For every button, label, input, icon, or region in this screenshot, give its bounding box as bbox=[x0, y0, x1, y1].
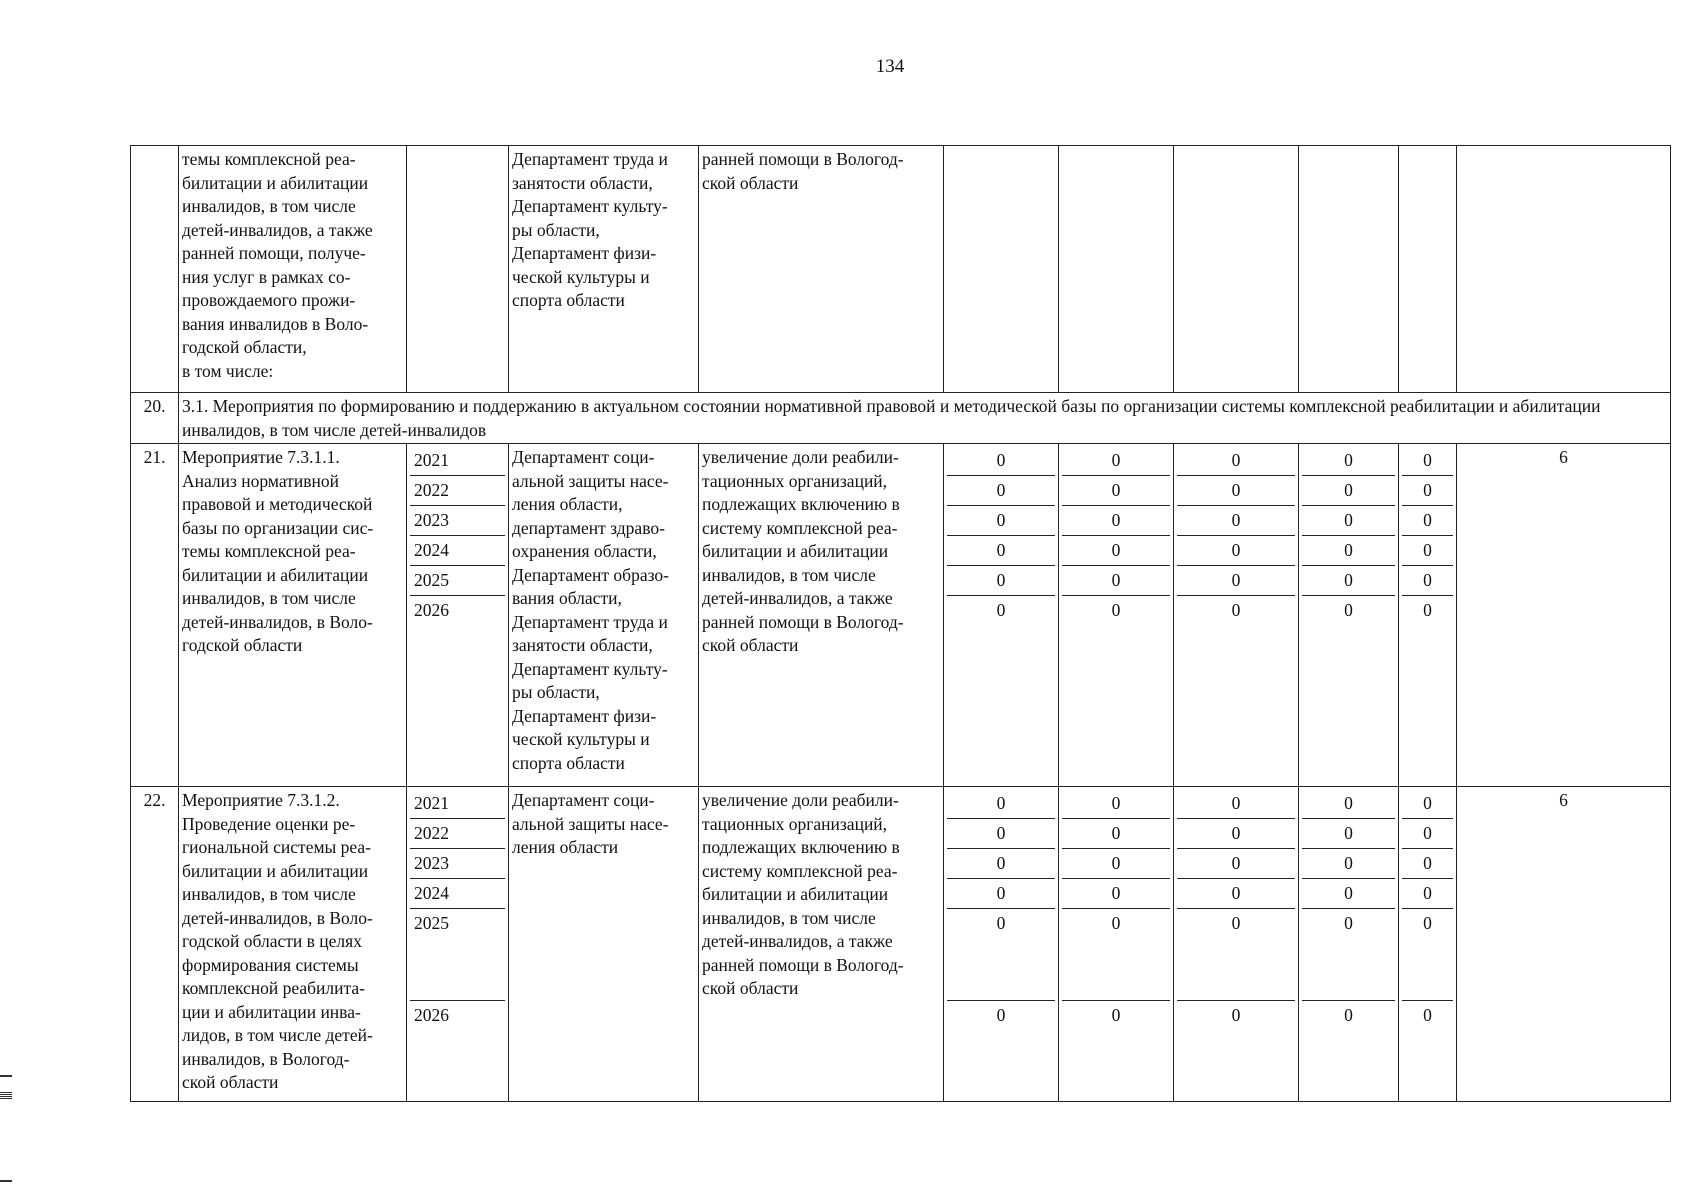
value: 0 bbox=[1062, 849, 1170, 879]
text-line: спорта области bbox=[512, 752, 625, 773]
value: 0 bbox=[1177, 789, 1295, 819]
text-line: базы по организации сис- bbox=[182, 517, 374, 538]
text-line: инвалидов, в том числе bbox=[182, 884, 356, 904]
value: 0 bbox=[1177, 476, 1295, 506]
section-heading: 3.1. Мероприятия по формированию и поддержанию в актуальном состоянии нормативной правовой и методической базы по организации системы комплексной реабилитации и абилитации инвалидов, в том числе детей-инвалидов bbox=[179, 393, 1671, 444]
text-line: Департамент культу- bbox=[512, 196, 668, 216]
text-line: в том числе: bbox=[182, 360, 274, 381]
value: 0 bbox=[1062, 446, 1170, 476]
value: 0 bbox=[1177, 909, 1295, 1001]
value: 0 bbox=[1177, 446, 1295, 476]
text-line: ческой культуры и bbox=[512, 266, 650, 287]
indicator-value: 6 bbox=[1457, 787, 1671, 1102]
value: 0 bbox=[1302, 879, 1395, 909]
text-line: ления области, bbox=[512, 494, 623, 514]
value: 0 bbox=[1111, 1005, 1121, 1025]
text-line: годской области, bbox=[182, 337, 307, 357]
text-line: инвалидов, в том числе bbox=[702, 564, 876, 585]
text-line: билитации и абилитации bbox=[182, 860, 369, 881]
text-line: охранения области, bbox=[512, 541, 657, 561]
indicator-value: 6 bbox=[1457, 444, 1671, 787]
row-number: 22. bbox=[131, 787, 179, 1102]
event-name-text bbox=[182, 148, 403, 383]
value-cell bbox=[1399, 146, 1457, 393]
row-number: 21. bbox=[131, 444, 179, 787]
text-line: увеличение доли реабили- bbox=[702, 790, 899, 810]
text-line: годской области bbox=[182, 635, 303, 655]
value: 0 bbox=[947, 909, 1055, 1001]
value: 0 bbox=[1177, 819, 1295, 849]
text-line: подлежащих включению в bbox=[702, 494, 900, 514]
value: 0 bbox=[1231, 1005, 1241, 1025]
row-number: 20. bbox=[131, 393, 179, 444]
text-line: департамент здраво- bbox=[512, 517, 665, 538]
text-line: темы комплексной реа- bbox=[182, 541, 356, 561]
result-text bbox=[702, 148, 940, 195]
value: 0 bbox=[1423, 600, 1432, 620]
result-text bbox=[702, 446, 940, 658]
value: 0 bbox=[1402, 849, 1453, 879]
event-name-text bbox=[182, 789, 403, 1095]
text-line: увеличение доли реабили- bbox=[702, 447, 899, 467]
result-cell bbox=[699, 146, 944, 393]
text-line: ры области, bbox=[512, 219, 600, 240]
text-line: Департамент физи- bbox=[512, 705, 657, 726]
text-line: Департамент образо- bbox=[512, 564, 669, 585]
text-line: инвалидов, в Вологод- bbox=[182, 1048, 350, 1069]
value: 0 bbox=[1402, 789, 1453, 819]
text-line: альной защиты насе- bbox=[512, 470, 669, 491]
year-label: 2025 bbox=[410, 566, 505, 596]
indicator-cell bbox=[1457, 146, 1671, 393]
text-line: Департамент соци- bbox=[512, 790, 655, 810]
table-row-22 bbox=[131, 787, 1671, 1102]
event-name-text bbox=[182, 446, 403, 658]
value: 0 bbox=[1402, 476, 1453, 506]
executor-text bbox=[512, 789, 695, 860]
text-line: инвалидов, в том числе bbox=[702, 907, 876, 928]
value: 0 bbox=[1231, 600, 1241, 620]
years-stack bbox=[410, 446, 505, 623]
text-line: ранней помощи в Вологод- bbox=[702, 149, 904, 169]
value: 0 bbox=[1177, 566, 1295, 596]
value: 0 bbox=[947, 566, 1055, 596]
years-cell bbox=[407, 444, 509, 787]
text-line: провождаемого прожи- bbox=[182, 290, 356, 310]
value: 0 bbox=[947, 849, 1055, 879]
text-line: подлежащих включению в bbox=[702, 837, 900, 857]
value: 0 bbox=[1062, 909, 1170, 1001]
value: 0 bbox=[1062, 536, 1170, 566]
years-cell bbox=[407, 787, 509, 1102]
year-label: 2021 bbox=[410, 446, 505, 476]
text-line: комплексной реабилита- bbox=[182, 978, 365, 998]
text-line: Департамент соци- bbox=[512, 447, 655, 467]
value-cell bbox=[1299, 146, 1399, 393]
result-cell bbox=[699, 444, 944, 787]
text-line: Департамент культу- bbox=[512, 658, 668, 679]
value: 0 bbox=[1177, 536, 1295, 566]
table-row-21 bbox=[131, 444, 1671, 787]
scan-artifact bbox=[0, 1180, 12, 1182]
value: 0 bbox=[1062, 879, 1170, 909]
value-col bbox=[944, 787, 1059, 1102]
value: 0 bbox=[1402, 566, 1453, 596]
executor-text bbox=[512, 446, 695, 775]
text-line: ры области, bbox=[512, 682, 600, 702]
scan-artifact bbox=[0, 1075, 12, 1077]
value: 0 bbox=[1402, 446, 1453, 476]
value: 0 bbox=[1344, 1005, 1353, 1025]
text-line: билитации и абилитации bbox=[182, 172, 369, 193]
text-line: ния услуг в рамках со- bbox=[182, 266, 351, 287]
value-cell bbox=[944, 146, 1059, 393]
year-label: 2024 bbox=[410, 879, 505, 909]
text-line: лидов, в том числе детей- bbox=[182, 1025, 373, 1045]
value: 0 bbox=[1402, 536, 1453, 566]
text-line: ческой культуры и bbox=[512, 729, 650, 749]
event-name-cell bbox=[179, 787, 407, 1102]
text-line: ции и абилитации инва- bbox=[182, 1001, 361, 1022]
text-line: детей-инвалидов, а также bbox=[182, 219, 373, 240]
text-line: годской области в целях bbox=[182, 931, 362, 951]
text-line: систему комплексной реа- bbox=[702, 860, 898, 881]
executor-cell bbox=[509, 787, 699, 1102]
year-label: 2021 bbox=[410, 789, 505, 819]
text-line: ранней помощи в Вологод- bbox=[702, 954, 904, 975]
text-line: ской области bbox=[702, 978, 799, 998]
value: 0 bbox=[1402, 879, 1453, 909]
value: 0 bbox=[1402, 909, 1453, 1001]
text-line: тационных организаций, bbox=[702, 470, 888, 491]
value: 0 bbox=[1423, 1005, 1432, 1025]
value: 0 bbox=[947, 536, 1055, 566]
value: 0 bbox=[1062, 819, 1170, 849]
text-line: детей-инвалидов, в Воло- bbox=[182, 907, 373, 928]
year-label: 2022 bbox=[410, 819, 505, 849]
table-row-20 bbox=[131, 393, 1671, 444]
text-line: Проведение оценки ре- bbox=[182, 813, 356, 834]
value: 0 bbox=[947, 879, 1055, 909]
value: 0 bbox=[947, 506, 1055, 536]
value: 0 bbox=[1344, 600, 1353, 620]
value: 0 bbox=[1302, 506, 1395, 536]
event-name-cell bbox=[179, 146, 407, 393]
year-label: 2026 bbox=[414, 600, 449, 620]
text-line: билитации и абилитации bbox=[182, 564, 369, 585]
value-col bbox=[1299, 444, 1399, 787]
text-line: ской области bbox=[182, 1072, 279, 1092]
value-col bbox=[1299, 787, 1399, 1102]
value-col bbox=[944, 444, 1059, 787]
text-line: занятости области, bbox=[512, 635, 653, 655]
text-line: инвалидов, в том числе bbox=[182, 196, 356, 216]
value-col bbox=[1174, 444, 1299, 787]
scan-artifact bbox=[0, 1092, 12, 1100]
text-line: Мероприятие 7.3.1.2. bbox=[182, 790, 340, 810]
value: 0 bbox=[1302, 536, 1395, 566]
text-line: ранней помощи в Вологод- bbox=[702, 611, 904, 632]
value-col bbox=[1399, 787, 1457, 1102]
year-label: 2026 bbox=[414, 1005, 449, 1025]
text-line: ской области bbox=[702, 635, 799, 655]
text-line: правовой и методической bbox=[182, 494, 373, 514]
year-label: 2022 bbox=[410, 476, 505, 506]
value: 0 bbox=[1177, 506, 1295, 536]
value: 0 bbox=[1302, 446, 1395, 476]
value: 0 bbox=[1302, 909, 1395, 1001]
value: 0 bbox=[947, 819, 1055, 849]
text-line: альной защиты насе- bbox=[512, 813, 669, 834]
page-number: 134 bbox=[875, 56, 905, 77]
text-line: ской области bbox=[702, 172, 799, 193]
value-col bbox=[1399, 444, 1457, 787]
text-line: темы комплексной реа- bbox=[182, 149, 356, 169]
value: 0 bbox=[1402, 506, 1453, 536]
executor-cell bbox=[509, 444, 699, 787]
text-line: детей-инвалидов, а также bbox=[702, 931, 893, 951]
text-line: ления области bbox=[512, 837, 619, 857]
text-line: Мероприятие 7.3.1.1. bbox=[182, 447, 340, 467]
year-label: 2024 bbox=[410, 536, 505, 566]
text-line: Департамент физи- bbox=[512, 243, 657, 263]
text-line: тационных организаций, bbox=[702, 813, 888, 834]
value: 0 bbox=[1062, 506, 1170, 536]
text-line: формирования системы bbox=[182, 954, 359, 975]
text-line: Департамент труда и bbox=[512, 611, 668, 632]
event-name-cell bbox=[179, 444, 407, 787]
value: 0 bbox=[1302, 849, 1395, 879]
executor-text bbox=[512, 148, 695, 313]
value: 0 bbox=[1062, 566, 1170, 596]
text-line: Департамент труда и bbox=[512, 149, 668, 169]
program-table bbox=[130, 145, 1671, 1102]
year-label: 2023 bbox=[410, 506, 505, 536]
value: 0 bbox=[947, 446, 1055, 476]
text-line: вания области, bbox=[512, 588, 622, 608]
value-col bbox=[1174, 787, 1299, 1102]
value: 0 bbox=[1062, 476, 1170, 506]
text-line: занятости области, bbox=[512, 172, 653, 193]
years-stack bbox=[410, 789, 505, 1028]
text-line: детей-инвалидов, в Воло- bbox=[182, 611, 373, 632]
value-cell bbox=[1174, 146, 1299, 393]
table-row-continued bbox=[131, 146, 1671, 393]
text-line: систему комплексной реа- bbox=[702, 517, 898, 538]
year-label: 2025 bbox=[410, 909, 505, 1001]
value: 0 bbox=[1062, 789, 1170, 819]
text-line: спорта области bbox=[512, 290, 625, 310]
value-col bbox=[1059, 787, 1174, 1102]
value-col bbox=[1059, 444, 1174, 787]
result-text bbox=[702, 789, 940, 1001]
value: 0 bbox=[1302, 476, 1395, 506]
value: 0 bbox=[996, 1005, 1006, 1025]
text-line: гиональной системы реа- bbox=[182, 837, 371, 857]
value-cell bbox=[1059, 146, 1174, 393]
value: 0 bbox=[1111, 600, 1121, 620]
text-line: билитации и абилитации bbox=[702, 541, 889, 561]
num-cell bbox=[131, 146, 179, 393]
text-line: ранней помощи, получе- bbox=[182, 243, 366, 263]
text-line: вания инвалидов в Воло- bbox=[182, 313, 369, 334]
year-label: 2023 bbox=[410, 849, 505, 879]
value: 0 bbox=[1302, 819, 1395, 849]
year-cell bbox=[407, 146, 509, 393]
value: 0 bbox=[947, 476, 1055, 506]
value: 0 bbox=[1302, 789, 1395, 819]
executor-cell bbox=[509, 146, 699, 393]
result-cell bbox=[699, 787, 944, 1102]
value: 0 bbox=[1302, 566, 1395, 596]
text-line: билитации и абилитации bbox=[702, 884, 889, 904]
value: 0 bbox=[996, 600, 1006, 620]
value: 0 bbox=[1177, 849, 1295, 879]
text-line: инвалидов, в том числе bbox=[182, 588, 356, 608]
value: 0 bbox=[1402, 819, 1453, 849]
value: 0 bbox=[1177, 879, 1295, 909]
text-line: Анализ нормативной bbox=[182, 470, 339, 491]
text-line: детей-инвалидов, а также bbox=[702, 588, 893, 608]
value: 0 bbox=[947, 789, 1055, 819]
